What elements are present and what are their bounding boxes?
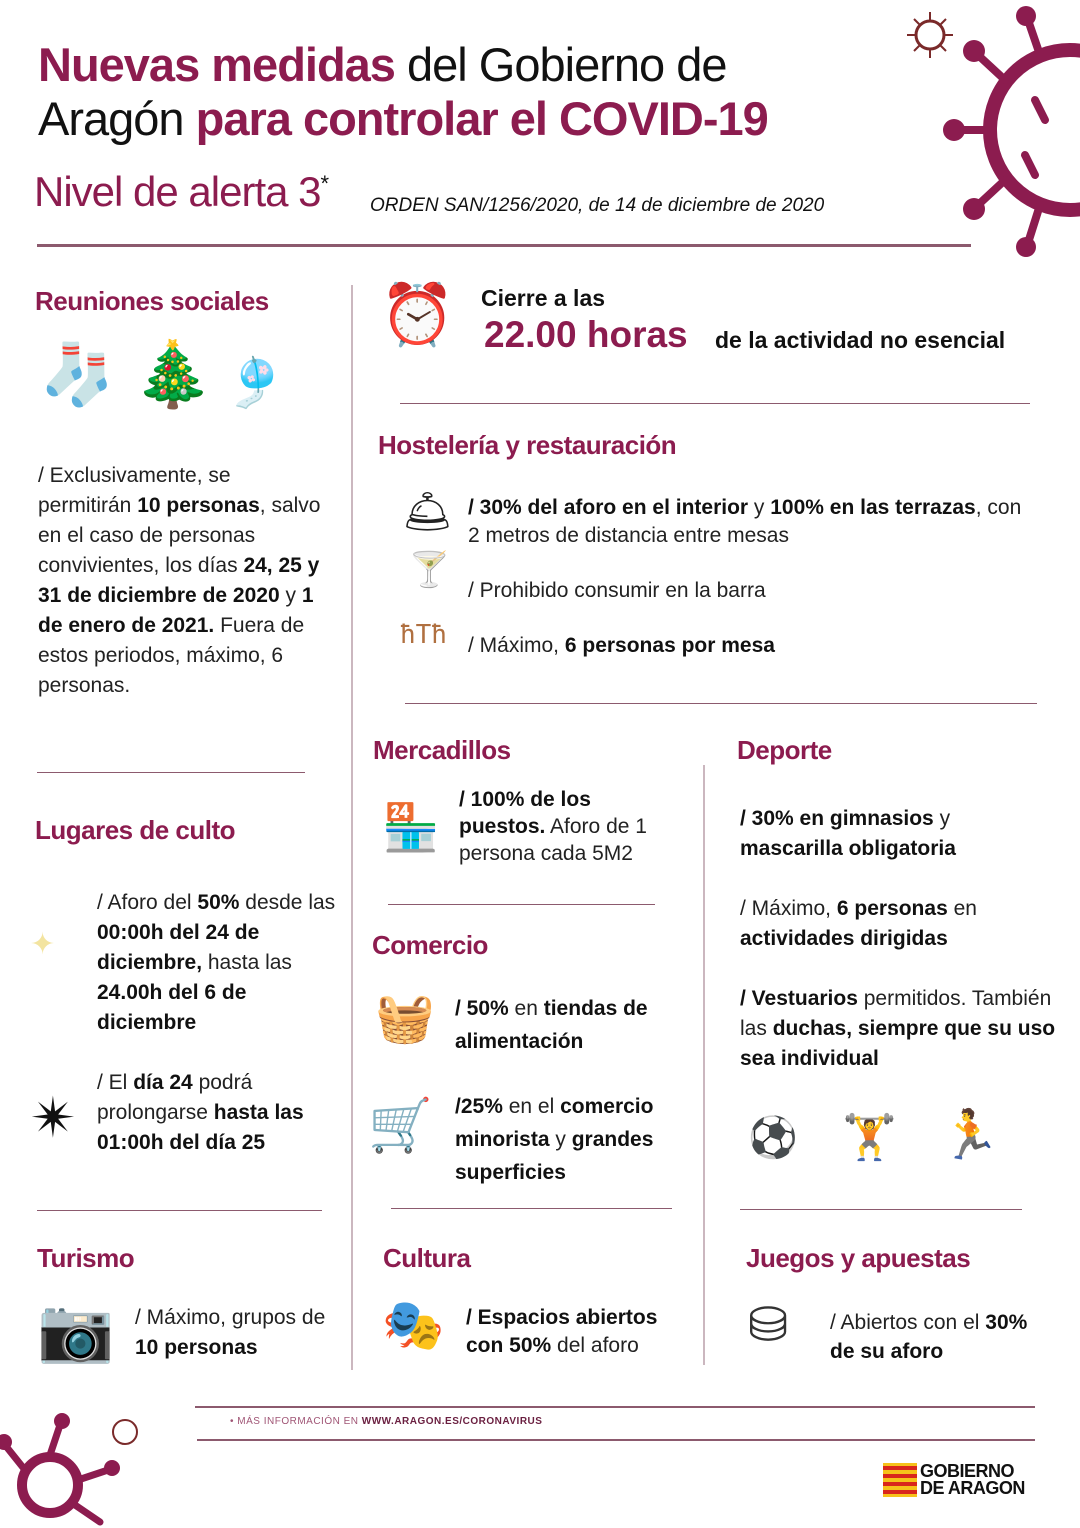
reuniones-text	[38, 461, 323, 701]
section-title-culto: Lugares de culto	[35, 815, 236, 845]
cierre-rest: de la actividad no esencial	[715, 327, 1006, 353]
virus-bottom-icon	[0, 1410, 150, 1528]
divider	[405, 703, 1037, 704]
alert-asterisk: *	[320, 171, 329, 196]
divider	[740, 1209, 1022, 1210]
text: , salvo en el caso de personas convivientes, los días	[38, 494, 321, 577]
section-title-deporte: Deporte	[737, 735, 832, 765]
text: y	[549, 1128, 572, 1151]
camera-icon: 📷	[37, 1296, 115, 1365]
turismo-text	[135, 1303, 335, 1363]
bold-text: / Espacios abiertos con 50%	[466, 1306, 658, 1357]
bold-text: 50%	[197, 891, 240, 914]
text: hasta las	[202, 951, 292, 974]
serving-tray-icon: 🛎	[402, 490, 453, 534]
shopping-cart-icon: 🛒	[368, 1097, 433, 1155]
section-title-juegos: Juegos y apuestas	[746, 1243, 971, 1273]
text: / Abiertos con el	[830, 1311, 986, 1334]
footer-divider-top	[195, 1406, 1035, 1408]
text: desde las	[239, 891, 336, 914]
section-title-turismo: Turismo	[37, 1243, 135, 1273]
sparkle-icon: ✦	[30, 928, 56, 961]
text: y	[279, 584, 302, 607]
ornaments-icon: 🎐	[225, 357, 285, 410]
logo-line-2: DE ARAGON	[920, 1478, 1025, 1498]
bold-text: día 24	[133, 1071, 193, 1094]
text: podrá prolongarse	[97, 1071, 253, 1124]
bold-text: / 30% del aforo en el interior	[468, 496, 749, 519]
logo-line-1: GOBIERNO	[920, 1461, 1015, 1481]
text: en el	[502, 1095, 561, 1118]
deporte-item-3	[740, 984, 1060, 1074]
bold-text: 6 personas	[836, 897, 948, 920]
stocking-icon: 🧦	[40, 341, 115, 408]
hosteleria-item-1	[468, 494, 1028, 550]
culto-item-2	[97, 1068, 337, 1158]
divider	[37, 772, 305, 773]
section-title-cultura: Cultura	[383, 1243, 471, 1273]
text: Fuera de estos periodos, máximo, 6 personas.	[38, 614, 305, 697]
section-title-comercio: Comercio	[372, 930, 488, 960]
weightlifter-icon: 🏋	[842, 1113, 897, 1162]
bold-text: /25%	[455, 1095, 503, 1118]
bold-text: 100% en las terrazas	[770, 496, 976, 519]
text: y	[933, 807, 951, 830]
cierre-time: 22.00 horas	[484, 314, 688, 355]
bold-text: 00:00h del 24 de diciembre,	[97, 921, 260, 974]
text: permitidos. También las	[740, 987, 1052, 1040]
page-title	[38, 38, 938, 146]
text: y	[748, 496, 771, 519]
bold-text: duchas, siempre que su uso sea individual	[740, 1017, 1056, 1070]
section-title-reuniones: Reuniones sociales	[35, 286, 269, 316]
bold-text: / 30% en gimnasios	[740, 807, 934, 830]
comercio-item-2	[455, 1090, 700, 1189]
cierre-line1: Cierre a las	[481, 285, 606, 311]
hosteleria-item-2	[468, 576, 1028, 606]
soccer-ball-icon: ⚽	[748, 1116, 798, 1160]
bold-text: / 50%	[455, 997, 509, 1020]
text: / Prohibido consumir en la barra	[468, 579, 766, 602]
order-reference: ORDEN SAN/1256/2020, de 14 de diciembre de 2020	[370, 195, 825, 216]
more-info-link[interactable]: WWW.ARAGON.ES/CORONAVIRUS	[361, 1416, 543, 1427]
market-stall-icon: 🏪	[382, 801, 440, 853]
bold-text: 24.00h del 6 de diciembre	[97, 981, 247, 1034]
text: del aforo	[551, 1334, 639, 1357]
bold-text: Nuevas medidas	[38, 38, 395, 91]
bold-text: 10 personas	[135, 1336, 258, 1359]
theater-masks-icon: 🎭	[382, 1297, 445, 1353]
hosteleria-item-3	[468, 631, 1028, 661]
divider	[400, 403, 1030, 404]
divider	[37, 1210, 322, 1211]
text: / El	[97, 1071, 134, 1094]
text: / Aforo del	[97, 891, 198, 914]
text: , con 2 metros de distancia entre mesas	[468, 496, 1022, 547]
comercio-item-1	[455, 992, 695, 1058]
text: Aforo de 1 persona cada 5M2	[459, 815, 647, 865]
more-info: • MÁS INFORMACIÓN EN WWW.ARAGON.ES/CORONAVIRUS	[230, 1416, 543, 1427]
text: en	[508, 997, 544, 1020]
divider	[388, 904, 655, 905]
bold-text: 1 de enero de 2021.	[38, 584, 314, 637]
bold-text: 24, 25 y 31 de diciembre de 2020	[38, 554, 320, 607]
bold-text: grandes superficies	[455, 1128, 654, 1184]
bold-text: 6 personas por mesa	[564, 634, 775, 657]
title-line-1	[38, 38, 938, 92]
alert-level	[34, 168, 328, 216]
casino-chips-icon: ⛁	[748, 1299, 789, 1352]
bold-text: mascarilla obligatoria	[740, 837, 956, 860]
section-title-mercadillos: Mercadillos	[373, 735, 511, 765]
juegos-text	[830, 1308, 1030, 1366]
alert-level-text: Nivel de alerta 3	[34, 168, 321, 215]
deporte-item-1	[740, 804, 1040, 864]
bold-text: 30% de su aforo	[830, 1311, 1028, 1363]
bold-text: comercio minorista	[455, 1095, 654, 1151]
bold-text: actividades dirigidas	[740, 927, 948, 950]
aragon-flag-icon	[883, 1463, 917, 1497]
gobierno-aragon-logo	[883, 1463, 1025, 1497]
title-line-2	[38, 92, 938, 146]
text: del Gobierno de	[394, 38, 727, 91]
divider	[391, 1208, 672, 1209]
culto-item-1	[97, 888, 347, 1038]
header-divider	[37, 244, 971, 247]
text: Aragón	[38, 92, 196, 145]
table-chairs-icon: ħTħ	[400, 620, 447, 650]
text: / Máximo,	[468, 634, 565, 657]
alarm-clock-icon: ⏰	[380, 281, 455, 348]
cocktail-icon: 🍸	[408, 551, 451, 589]
text: / Máximo,	[740, 897, 837, 920]
bold-text: hasta las 01:00h del día 25	[97, 1101, 304, 1154]
christmas-tree-icon: 🎄	[133, 338, 213, 410]
text: / Máximo, grupos de	[135, 1306, 326, 1329]
section-title-hosteleria: Hostelería y restauración	[378, 430, 677, 460]
virus-large-icon	[940, 5, 1080, 265]
text: / Exclusivamente, se permitirán	[38, 464, 231, 517]
bold-text: 10 personas	[137, 494, 260, 517]
star-icon: ✴	[30, 1086, 77, 1149]
column-divider	[351, 285, 353, 1370]
bold-text: / 100% de los puestos.	[459, 788, 591, 838]
bold-text: / Vestuarios	[740, 987, 858, 1010]
bold-text: tiendas de alimentación	[455, 997, 648, 1053]
runner-icon: 🏃	[940, 1109, 1000, 1162]
text: en	[947, 897, 977, 920]
column-divider	[703, 765, 705, 1365]
grocery-basket-icon: 🧺	[375, 992, 435, 1045]
mercadillos-text	[459, 786, 679, 867]
more-info-label: MÁS INFORMACIÓN EN	[237, 1416, 362, 1427]
cultura-text	[466, 1304, 696, 1360]
deporte-item-2	[740, 894, 1040, 954]
footer-divider-bottom	[197, 1439, 1035, 1441]
bold-text: para controlar el COVID-19	[195, 92, 768, 145]
